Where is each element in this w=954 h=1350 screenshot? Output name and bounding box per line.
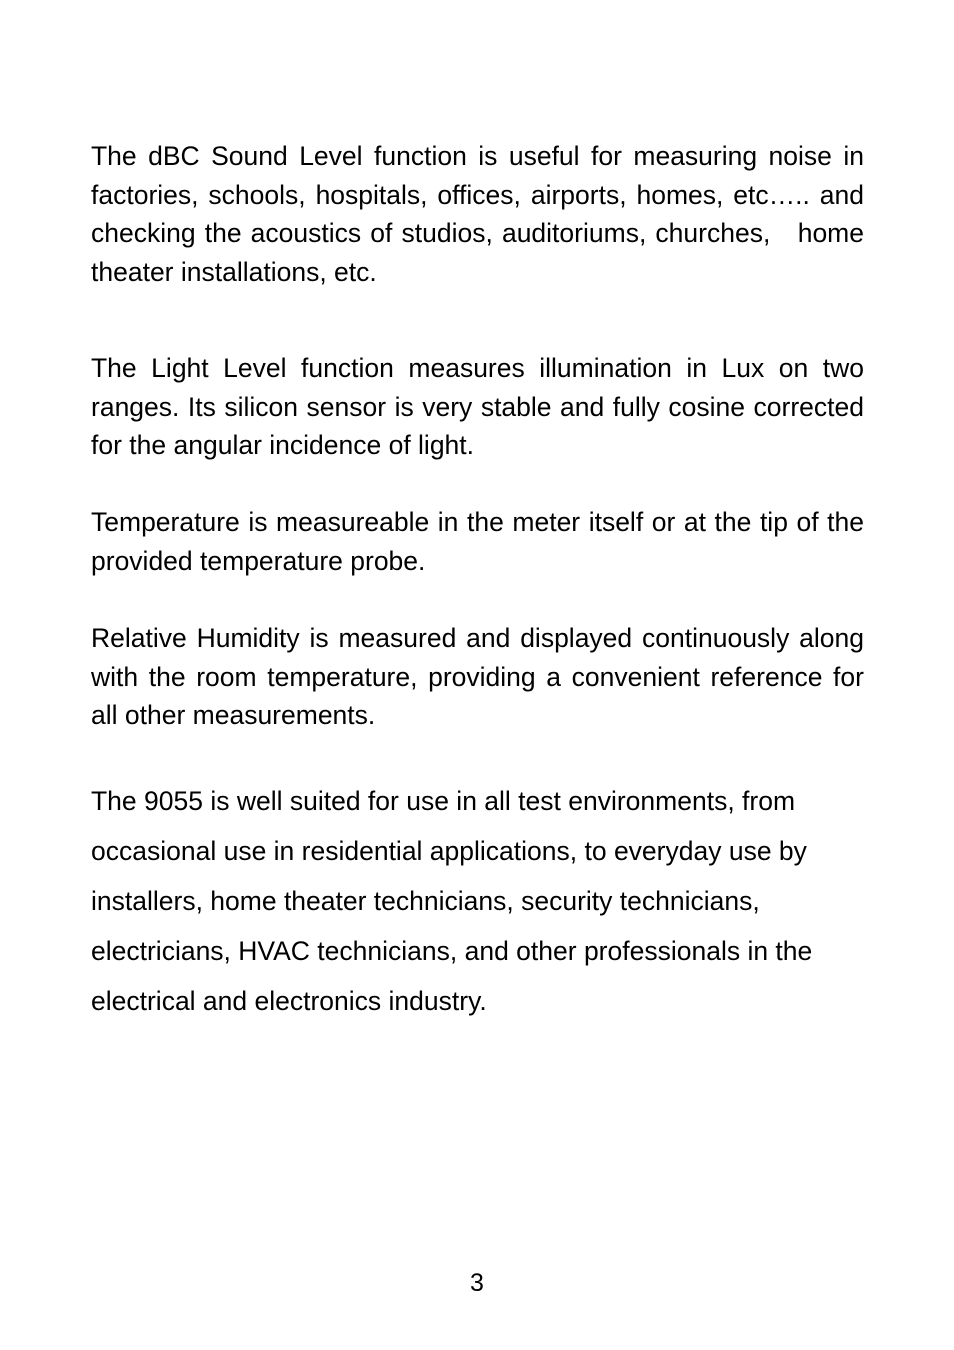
paragraph-temperature: Temperature is measureable in the meter itself or at the tip of the provided temperature probe. xyxy=(91,507,872,576)
paragraph-humidity: Relative Humidity is measured and displayed continuously along with the room temperature, providing a convenient reference for all other measurements. xyxy=(91,623,872,731)
paragraph-sound-level: The dBC Sound Level function is useful for measuring noise in factories, schools, hospitals, offices, airports, homes, etc….. and checking the acoustics of studios, auditoriums, churches, home theater installations, etc. xyxy=(91,141,872,288)
paragraph-suitability: The 9055 is well suited for use in all test environments, from occasional use in residential applications, to everyday use by installers, home theater technicians, security technicians, electricians, HVAC technicians, and other professionals in the electrical and electronics industry. xyxy=(91,786,820,1016)
paragraph-light-level: The Light Level function measures illumination in Lux on two ranges. Its silicon sensor is very stable and fully cosine corrected for the angular incidence of light. xyxy=(91,353,872,461)
page-number: 3 xyxy=(470,1269,484,1297)
